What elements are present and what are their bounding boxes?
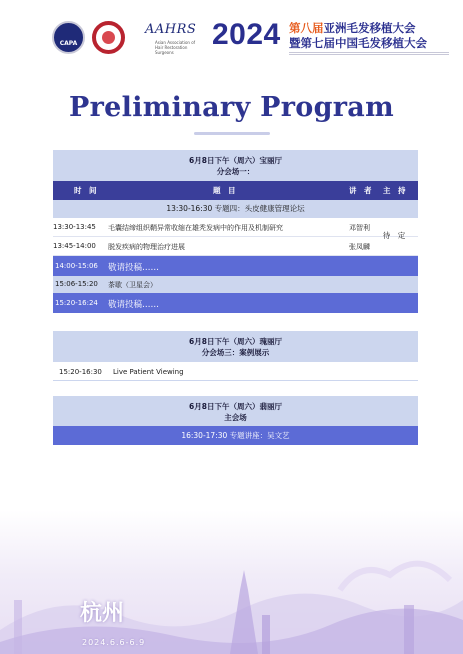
block2-header: [53, 331, 418, 362]
break-row: [53, 276, 418, 293]
slot-time: 14:00-15:06: [55, 262, 98, 270]
talk-rows: [53, 218, 418, 256]
talk-speaker: 邓智利: [349, 224, 370, 232]
break-text: 茶歇（卫星会）: [108, 281, 157, 289]
col-topic: 题 目: [213, 186, 236, 195]
hangzhou-logo: 杭州: [80, 600, 125, 626]
english-subtitle-lines: [289, 52, 449, 55]
landscape-illustration: [0, 520, 463, 654]
conference-title-line2: 暨第七届中国毛发移植大会: [289, 36, 427, 50]
slot-text: 敬请投稿……: [108, 300, 160, 310]
talk-time: 13:30-13:45: [53, 223, 96, 231]
open-slot-row: [53, 256, 418, 276]
event-year: 2024: [212, 18, 281, 51]
block1-venue: 分会场一：: [216, 167, 255, 176]
capa-logo: [52, 21, 85, 54]
society-logo: [92, 21, 125, 54]
viewing-text: Live Patient Viewing: [113, 368, 184, 376]
capa-logo-text: CAPA: [59, 40, 78, 47]
col-time: 时 间: [74, 186, 97, 195]
title-underline: [194, 132, 270, 135]
block3-date: 6月8日下午（周六）翡丽厅: [189, 402, 282, 411]
session-row: 13:30-16:30 专题四：头皮健康管理论坛: [53, 200, 418, 218]
viewing-time: 15:20-16:30: [59, 368, 102, 376]
table-row: [53, 237, 418, 256]
col-host: 主 持: [383, 186, 406, 195]
program-block-3: [53, 396, 418, 445]
block3-header: [53, 396, 418, 426]
block1-date: 6月8日下午（周六）宝丽厅: [189, 156, 282, 165]
talk-speaker: 张凤麟: [349, 243, 370, 251]
program-block-1: [53, 150, 418, 313]
conference-title: [289, 21, 427, 51]
column-header-row: [53, 181, 418, 200]
talk-time: 13:45-14:00: [53, 242, 96, 250]
host-cell: 待 定: [382, 231, 406, 240]
lecture-row: 16:30-17:30 专题讲座：吴文艺: [53, 426, 418, 445]
block2-venue: 分会场三：案例展示: [201, 348, 270, 357]
block2-date: 6月8日下午（周六）瑰丽厅: [189, 337, 282, 346]
block1-header: [53, 150, 418, 181]
talk-topic: 毛囊结缔组织鞘异常收缩在雄秃发病中的作用及机制研究: [108, 224, 283, 232]
aahrs-logo-subtitle: Asian Association of Hair Restoration Surgeons: [155, 40, 196, 55]
event-dates: 2024.6.6-6.9: [82, 638, 146, 647]
open-slot-row: [53, 293, 418, 313]
program-block-2: [53, 331, 418, 381]
break-time: 15:06-15:20: [55, 280, 98, 288]
col-speaker: 讲 者: [349, 186, 372, 195]
aahrs-logo: [133, 22, 203, 58]
talk-topic: 脱发疾病的物理治疗进展: [108, 243, 185, 251]
table-row: [53, 218, 418, 237]
aahrs-logo-mark: AAHRS: [145, 22, 197, 37]
table-row: [53, 362, 418, 381]
block3-venue: 主会场: [224, 413, 247, 422]
conference-title-line1: 第八届亚洲毛发移植大会: [289, 21, 416, 35]
slot-time: 15:20-16:24: [55, 299, 98, 307]
slot-text: 敬请投稿……: [108, 263, 160, 273]
page-title: Preliminary Program: [69, 92, 394, 123]
